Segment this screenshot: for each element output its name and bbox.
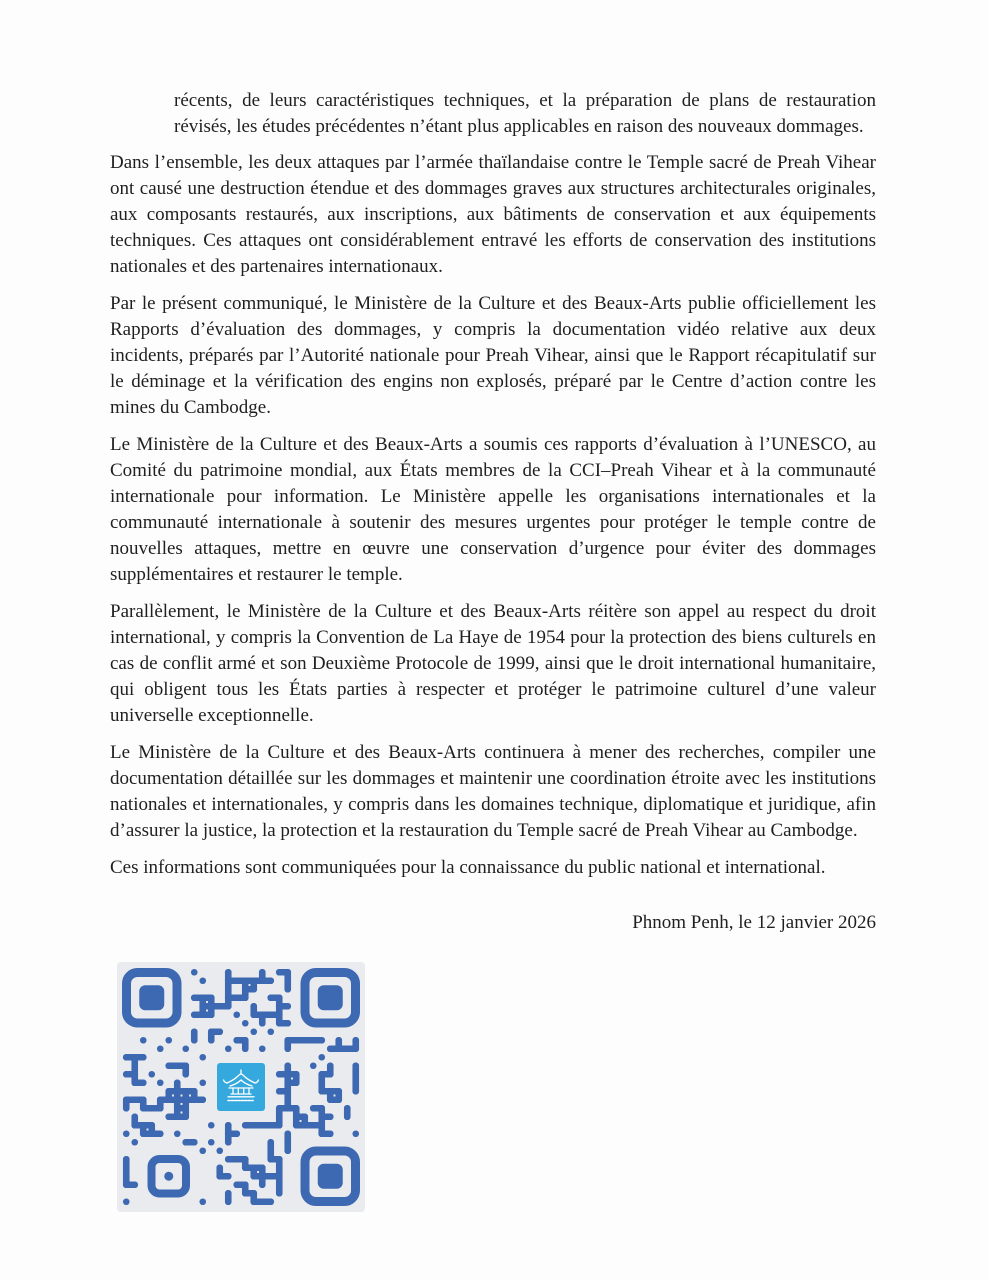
dateline: Phnom Penh, le 12 janvier 2026: [632, 912, 876, 933]
qr-code: [117, 962, 365, 1212]
body-paragraph: Le Ministère de la Culture et des Beaux-Arts a soumis ces rapports d’évaluation à l’UNESCO, au Comité du patrimoine mondial, aux États membres de la CCI–Preah Vihear et à la communauté internationale pour information. Le Ministère appelle les organisations internationales et la communauté internationale à soutenir des mesures urgentes pour protéger le temple contre de nouvelles attaques, mettre en œuvre une conservation d’urgence pour éviter des dommages supplémentaires et restaurer le temple.: [110, 434, 876, 585]
document-body: [110, 88, 876, 936]
qr-code-image: [117, 962, 365, 1212]
paragraph-continuation: récents, de leurs caractéristiques techniques, et la préparation de plans de restauration révisés, les études précédentes n’étant plus applicables en raison des nouveaux dommages.: [174, 90, 876, 137]
body-paragraph: Parallèlement, le Ministère de la Culture et des Beaux-Arts réitère son appel au respect du droit international, y compris la Convention de La Haye de 1954 pour la protection des biens culturels en cas de conflit armé et son Deuxième Protocole de 1999, ainsi que le droit international humanitaire, qui obligent tous les États parties à respecter et protéger le patrimoine culturel d’une valeur universelle exceptionnelle.: [110, 601, 876, 726]
body-paragraph: Dans l’ensemble, les deux attaques par l’armée thaïlandaise contre le Temple sacré de Preah Vihear ont causé une destruction étendue et des dommages graves aux structures architecturales originales, aux composants restaurés, aux inscriptions, aux bâtiments de conservation et aux équipements techniques. Ces attaques ont considérablement entravé les efforts de conservation des institutions nationales et des partenaires internationaux.: [110, 152, 876, 277]
body-paragraph: Le Ministère de la Culture et des Beaux-Arts continuera à mener des recherches, compiler une documentation détaillée sur les dommages et maintenir une coordination étroite avec les institutions nationales et internationales, y compris dans les domaines technique, diplomatique et juridique, afin d’assurer la justice, la protection et la restauration du Temple sacré de Preah Vihear au Cambodge.: [110, 742, 876, 841]
body-paragraph: Ces informations sont communiquées pour la connaissance du public national et international.: [110, 857, 826, 878]
body-paragraph: Par le présent communiqué, le Ministère de la Culture et des Beaux-Arts publie officiellement les Rapports d’évaluation des dommages, y compris la documentation vidéo relative aux deux incidents, préparés par l’Autorité nationale pour Preah Vihear, ainsi que le Rapport récapitulatif sur le déminage et la vérification des engins non explosés, préparé par le Centre d’action contre les mines du Cambodge.: [110, 293, 876, 418]
